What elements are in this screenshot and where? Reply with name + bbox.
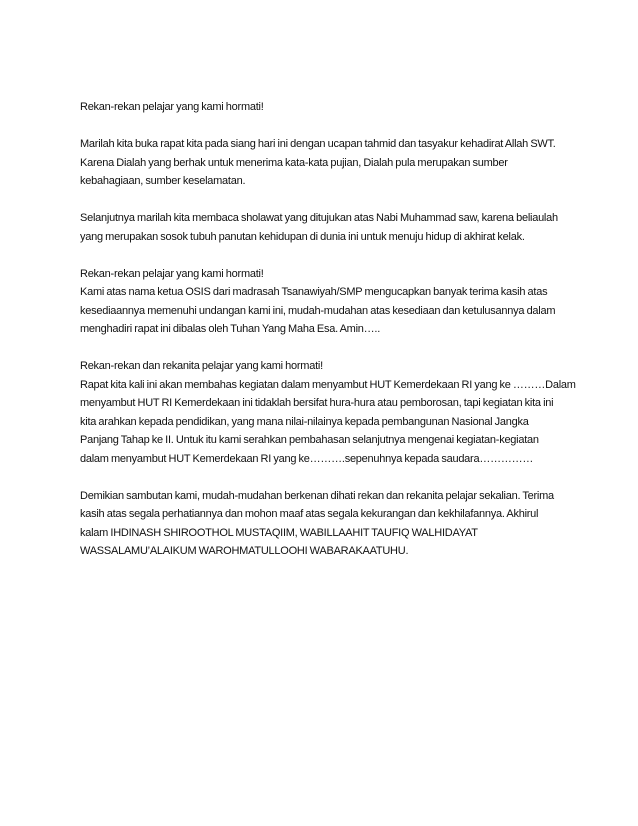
greeting-line: Rekan-rekan pelajar yang kami hormati!: [80, 101, 264, 113]
paragraph-closing: [80, 487, 570, 561]
paragraph-line: Rekan-rekan dan rekanita pelajar yang kami hormati!: [80, 360, 323, 372]
paragraph-line: menyambut HUT RI Kemerdekaan ini tidaklah bersifat hura-hura atau pemborosan, tapi kegiatan kita ini: [80, 397, 554, 409]
paragraph-line: kita arahkan kepada pendidikan, yang mana nilai-nilainya kepada pembangunan Nasional Jangka: [80, 415, 529, 428]
paragraph-line: Karena Dialah yang berhak untuk menerima kata-kata pujian, Dialah pula merupakan sumber: [80, 156, 508, 169]
paragraph-meeting-agenda: [80, 357, 576, 468]
document-body: [80, 98, 576, 579]
paragraph-line: Kami atas nama ketua OSIS dari madrasah Tsanawiyah/SMP mengucapkan banyak terima kasih atas: [80, 286, 548, 298]
paragraph-line: Panjang Tahap ke II. Untuk itu kami serahkan pembahasan selanjutnya mengenai kegiatan-kegiatan: [80, 434, 539, 446]
paragraph-line: Rapat kita kali ini akan membahas kegiatan dalam menyambut HUT Kemerdekaan RI yang ke ………Dalam: [80, 378, 576, 391]
paragraph-line: kebahagiaan, sumber keselamatan.: [80, 175, 246, 187]
paragraph-line: dalam menyambut HUT Kemerdekaan RI yang ke……….sepenuhnya kepada saudara……………: [80, 452, 534, 465]
paragraph-line: Rekan-rekan pelajar yang kami hormati!: [80, 267, 264, 280]
paragraph-line: Selanjutnya marilah kita membaca sholawat yang ditujukan atas Nabi Muhammad saw, karena beliaulah: [80, 212, 558, 224]
paragraph-line: Demikian sambutan kami, mudah-mudahan berkenan dihati rekan dan rekanita pelajar sekalian. Terima: [80, 489, 554, 502]
paragraph-sholawat: [80, 209, 570, 246]
paragraph-line: kasih atas segala perhatiannya dan mohon maaf atas segala kekurangan dan kekhilafannya. Akhirul: [80, 508, 539, 520]
paragraph-line: menghadiri rapat ini dibalas oleh Tuhan Yang Maha Esa. Amin…..: [80, 323, 381, 335]
paragraph-line: kalam IHDINASH SHIROOTHOL MUSTAQIIM, WABILLAAHIT TAUFIQ WALHIDAYAT: [80, 526, 478, 539]
paragraph-line: yang merupakan sosok tubuh panutan kehidupan di dunia ini untuk menuju hidup di akhirat kelak.: [80, 230, 525, 243]
paragraph-line: Marilah kita buka rapat kita pada siang hari ini dengan ucapan tahmid dan tasyakur kehadirat Allah SWT.: [80, 138, 556, 150]
paragraph-opening-prayer: [80, 135, 570, 191]
paragraph-line: kesediaannya memenuhi undangan kami ini, mudah-mudahan atas kesediaan dan ketulusannya dalam: [80, 304, 556, 317]
opening-greeting: [80, 98, 570, 117]
paragraph-line: WASSALAMU’ALAIKUM WAROHMATULLOOHI WABARAKAATUHU.: [80, 545, 409, 557]
paragraph-thanks: [80, 265, 570, 339]
